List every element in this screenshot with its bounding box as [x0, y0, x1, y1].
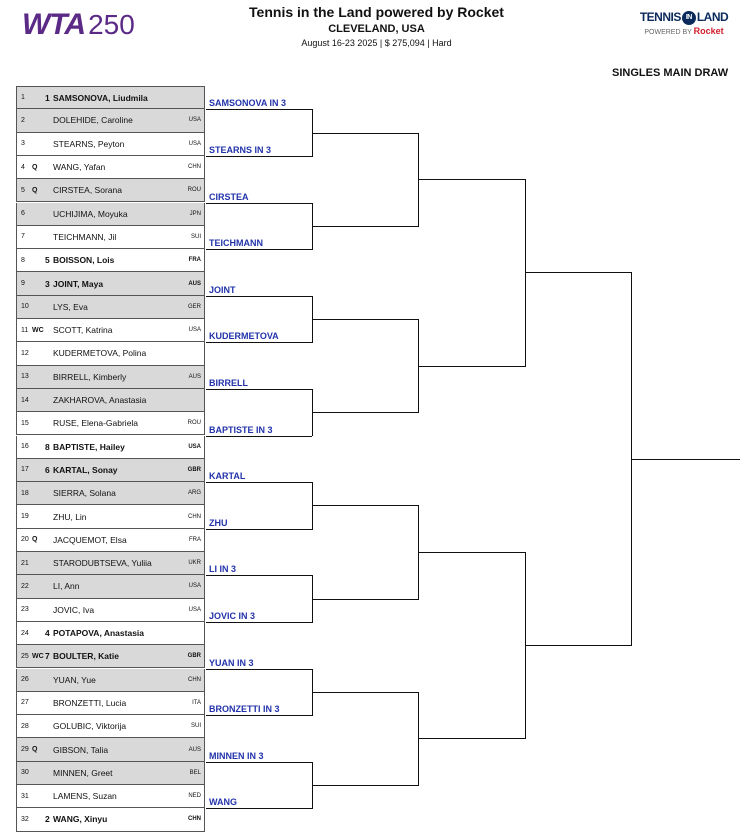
player-line-number: 10: [21, 303, 29, 311]
player-line-number: 7: [21, 233, 25, 241]
wta-logo-text: WTA: [22, 8, 86, 41]
player-line-number: 16: [21, 443, 29, 451]
round-2-winner: CIRSTEA: [209, 191, 249, 202]
round-2-winner: BAPTISTE IN 3: [209, 424, 273, 435]
bracket-line: [206, 342, 312, 343]
bracket-line: [525, 645, 631, 646]
tournament-info: August 16-23 2025 | $ 275,094 | Hard: [301, 38, 452, 48]
player-seed: 5: [45, 255, 50, 266]
player-line-number: 17: [21, 466, 29, 474]
sponsor-logo-main: [634, 10, 734, 25]
bracket-line: [206, 389, 312, 390]
player-name: LAMENS, Suzan: [53, 791, 117, 802]
round-2-winner: YUAN IN 3: [209, 657, 254, 668]
player-name: LI, Ann: [53, 581, 80, 592]
player-row: [16, 715, 205, 738]
sponsor-logo-sub: [634, 26, 734, 36]
player-line-number: 27: [21, 699, 29, 707]
player-country: USA: [188, 140, 201, 147]
player-row: [16, 366, 205, 389]
player-name: UCHIJIMA, Moyuka: [53, 208, 128, 219]
player-country: AUS: [188, 373, 201, 380]
player-entry: Q: [32, 186, 38, 194]
round-2-winner: TEICHMANN: [209, 238, 263, 249]
bracket-line: [206, 436, 312, 437]
tennis-in-the-land-logo: [634, 10, 734, 36]
player-line-number: 11: [21, 326, 29, 334]
player-name: DOLEHIDE, Caroline: [53, 115, 133, 126]
player-line-number: 5: [21, 186, 25, 194]
bracket-line: [418, 552, 525, 553]
player-name: RUSE, Elena-Gabriela: [53, 418, 139, 429]
player-row: [16, 179, 205, 202]
player-seed: 3: [45, 278, 50, 289]
bracket-line: [312, 226, 418, 227]
player-name: KUDERMETOVA, Polina: [53, 348, 147, 359]
bracket-line: [312, 599, 418, 600]
player-line-number: 25: [21, 652, 29, 660]
bracket-line: [206, 296, 312, 297]
player-name: JACQUEMOT, Elsa: [53, 534, 127, 545]
player-name: ZAKHAROVA, Anastasia: [53, 395, 147, 406]
player-country: USA: [188, 606, 201, 613]
player-line-number: 23: [21, 606, 29, 614]
tennis-ball-icon: IN: [682, 11, 696, 25]
player-country: ITA: [192, 699, 201, 706]
player-name: STEARNS, Peyton: [53, 138, 125, 149]
player-seed: 7: [45, 651, 50, 662]
player-country: USA: [188, 583, 201, 590]
player-line-number: 9: [21, 280, 25, 288]
round-2-winner: ZHU: [209, 517, 228, 528]
player-line-number: 19: [21, 513, 29, 521]
player-line-number: 22: [21, 582, 29, 590]
player-row: [16, 296, 205, 319]
player-row: [16, 156, 205, 179]
player-country: BEL: [189, 769, 201, 776]
round-2-winner: BIRRELL: [209, 377, 248, 388]
player-row: [16, 133, 205, 156]
player-line-number: 31: [21, 792, 29, 800]
bracket-line: [206, 715, 312, 716]
player-name: LYS, Eva: [53, 301, 88, 312]
player-country: ROU: [187, 187, 201, 194]
sponsor-logo-powered: POWERED BY: [644, 28, 692, 36]
player-row: [16, 692, 205, 715]
wta-logo-number: 250: [88, 9, 135, 40]
player-name: YUAN, Yue: [53, 674, 96, 685]
round-2-winner: MINNEN IN 3: [209, 750, 264, 761]
player-row: [16, 738, 205, 761]
player-name: BRONZETTI, Lucia: [53, 697, 127, 708]
player-country: FRA: [188, 257, 201, 264]
bracket-line: [631, 459, 740, 460]
player-country: GBR: [187, 466, 201, 473]
player-line-number: 1: [21, 94, 25, 102]
player-seed: 1: [45, 92, 50, 103]
player-country: CHN: [188, 164, 201, 171]
player-entry: Q: [32, 163, 38, 171]
player-line-number: 8: [21, 256, 25, 264]
player-name: ZHU, Lin: [53, 511, 87, 522]
player-name: GIBSON, Talia: [53, 744, 109, 755]
player-name: JOINT, Maya: [53, 278, 104, 289]
player-line-number: 21: [21, 559, 29, 567]
player-name: WANG, Xinyu: [53, 814, 108, 825]
sponsor-logo-word-1: TENNIS: [639, 10, 681, 24]
player-name: POTAPOVA, Anastasia: [53, 628, 145, 639]
player-row: [16, 808, 205, 831]
bracket-line: [206, 808, 312, 809]
player-country: ARG: [187, 490, 201, 497]
player-name: CIRSTEA, Sorana: [53, 185, 122, 196]
player-line-number: 30: [21, 769, 29, 777]
player-row: [16, 622, 205, 645]
bracket-line: [312, 692, 418, 693]
player-country: AUS: [188, 746, 201, 753]
player-name: TEICHMANN, Jil: [53, 231, 117, 242]
round-2-winner: WANG: [209, 797, 237, 808]
bracket-line: [206, 575, 312, 576]
bracket-line: [206, 762, 312, 763]
player-row: [16, 785, 205, 808]
round-2-winner: STEARNS IN 3: [209, 144, 272, 155]
round-2-winner: JOINT: [209, 284, 236, 295]
bracket-line: [525, 272, 631, 273]
player-entry: WC: [32, 652, 44, 660]
player-seed: 6: [45, 464, 50, 475]
player-name: SCOTT, Katrina: [53, 325, 113, 336]
round-2-winner: KARTAL: [209, 471, 246, 482]
player-row: [16, 575, 205, 598]
player-row: [16, 669, 205, 692]
player-country: CHN: [188, 513, 201, 520]
bracket-line: [312, 319, 418, 320]
player-name: BOISSON, Lois: [53, 255, 115, 266]
player-row: [16, 86, 205, 109]
bracket-line: [206, 622, 312, 623]
player-row: [16, 599, 205, 622]
player-row: [16, 203, 205, 226]
bracket-line: [206, 529, 312, 530]
player-name: MINNEN, Greet: [53, 767, 113, 778]
player-line-number: 26: [21, 676, 29, 684]
draw-title: SINGLES MAIN DRAW: [612, 67, 729, 79]
player-name: KARTAL, Sonay: [53, 464, 118, 475]
player-country: USA: [188, 327, 201, 334]
round-2-winner: BRONZETTI IN 3: [209, 704, 280, 715]
player-country: USA: [188, 117, 201, 124]
player-line-number: 18: [21, 489, 29, 497]
player-row: [16, 645, 205, 668]
player-list: [16, 86, 206, 833]
player-country: SUI: [190, 233, 201, 240]
player-name: BOULTER, Katie: [53, 651, 119, 662]
player-row: [16, 552, 205, 575]
player-country: FRA: [189, 536, 201, 543]
player-name: BAPTISTE, Hailey: [53, 441, 125, 452]
player-country: GBR: [187, 653, 201, 660]
bracket-line: [418, 738, 525, 739]
player-name: BIRRELL, Kimberly: [53, 371, 127, 382]
bracket-line: [206, 109, 312, 110]
bracket-line: [206, 203, 312, 204]
player-row: [16, 109, 205, 132]
player-line-number: 13: [21, 373, 29, 381]
player-line-number: 12: [21, 349, 29, 357]
player-line-number: 14: [21, 396, 29, 404]
player-line-number: 3: [21, 140, 25, 148]
player-line-number: 15: [21, 419, 29, 427]
player-row: [16, 249, 205, 272]
bracket-line: [206, 482, 312, 483]
player-row: [16, 529, 205, 552]
player-country: SUI: [190, 723, 201, 730]
player-line-number: 29: [21, 746, 29, 754]
player-line-number: 20: [21, 536, 29, 544]
round-2-winner: SAMSONOVA IN 3: [209, 98, 287, 109]
tournament-title: Tennis in the Land powered by Rocket: [249, 4, 504, 20]
player-row: [16, 342, 205, 365]
bracket-line: [312, 785, 418, 786]
bracket-line: [418, 366, 525, 367]
player-row: [16, 226, 205, 249]
bracket-line: [206, 156, 312, 157]
bracket-line: [418, 179, 525, 180]
player-row: [16, 272, 205, 295]
player-name: JOVIC, Iva: [53, 604, 95, 615]
player-line-number: 28: [21, 722, 29, 730]
bracket-line: [312, 133, 418, 134]
player-line-number: 4: [21, 163, 25, 171]
round-2-winner: JOVIC IN 3: [209, 610, 256, 621]
player-country: CHN: [188, 816, 201, 823]
player-seed: 2: [45, 814, 50, 825]
player-entry: Q: [32, 536, 38, 544]
round-2-winner: KUDERMETOVA: [209, 331, 279, 342]
player-row: [16, 412, 205, 435]
sponsor-logo-word-2: LAND: [696, 10, 729, 24]
bracket-line: [312, 412, 418, 413]
player-country: CHN: [188, 676, 201, 683]
tournament-location: CLEVELAND, USA: [328, 23, 425, 35]
bracket-line: [206, 249, 312, 250]
player-entry: WC: [32, 326, 44, 334]
player-row: [16, 762, 205, 785]
player-line-number: 2: [21, 116, 25, 124]
player-seed: 4: [45, 628, 50, 639]
player-seed: 8: [45, 441, 50, 452]
sponsor-logo-brand: Rocket: [693, 25, 724, 36]
player-name: SIERRA, Solana: [53, 488, 116, 499]
player-name: GOLUBIC, Viktorija: [53, 721, 127, 732]
player-row: [16, 505, 205, 528]
player-row: [16, 482, 205, 505]
player-line-number: 24: [21, 629, 29, 637]
player-row: [16, 459, 205, 482]
player-country: ROU: [187, 420, 201, 427]
player-name: STARODUBTSEVA, Yuliia: [53, 558, 152, 569]
player-line-number: 6: [21, 210, 25, 218]
player-country: JPN: [189, 210, 201, 217]
player-country: AUS: [188, 280, 201, 287]
player-name: WANG, Yafan: [53, 162, 106, 173]
player-entry: Q: [32, 746, 38, 754]
player-country: GER: [187, 303, 201, 310]
player-row: [16, 389, 205, 412]
player-row: [16, 436, 205, 459]
player-line-number: 32: [21, 815, 29, 823]
bracket-line: [312, 505, 418, 506]
player-country: USA: [188, 443, 201, 450]
player-country: NED: [188, 793, 201, 800]
player-country: UKR: [188, 560, 201, 567]
player-row: [16, 319, 205, 342]
round-2-winner: LI IN 3: [209, 564, 237, 575]
bracket-line: [206, 669, 312, 670]
player-name: SAMSONOVA, Liudmila: [53, 92, 148, 103]
